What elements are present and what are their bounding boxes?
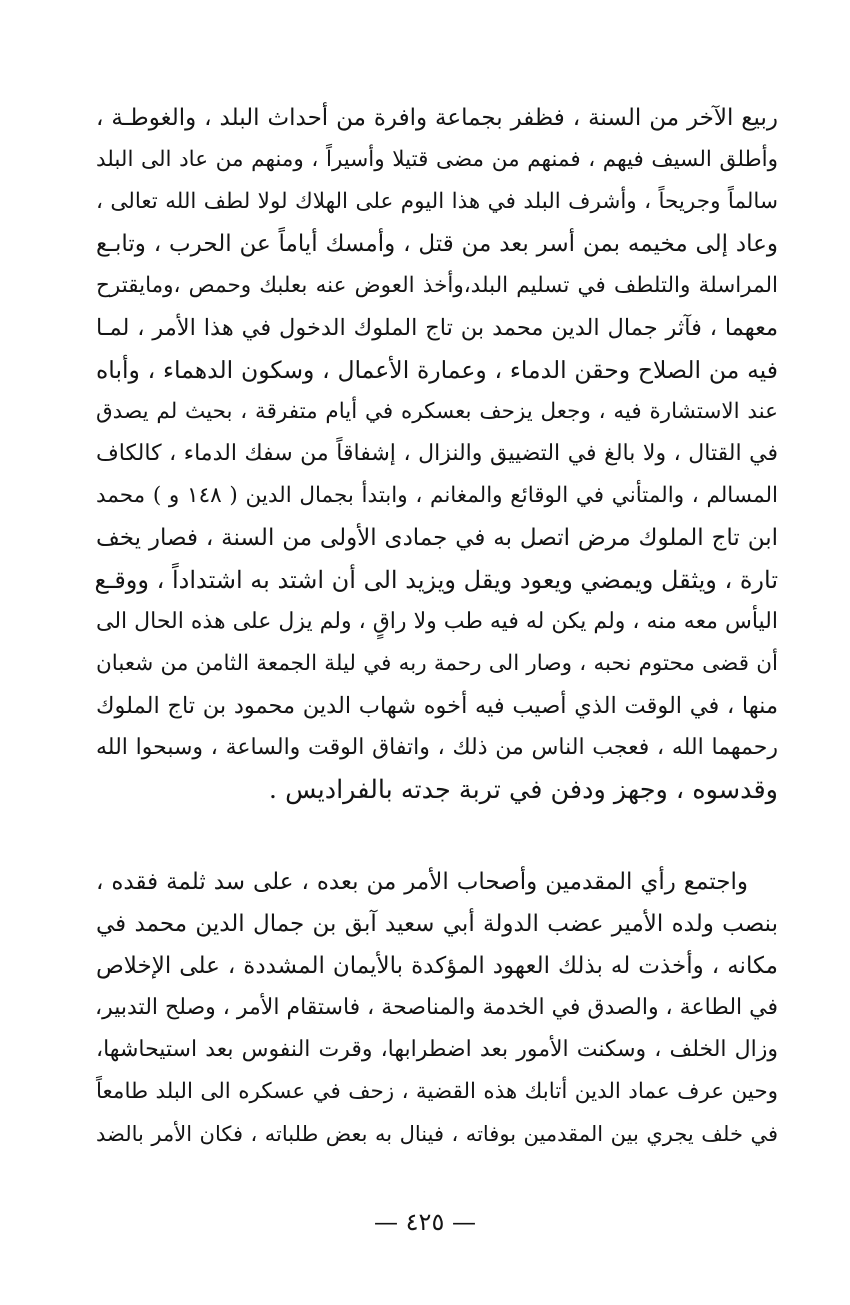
text-line: المراسلة والتلطف في تسليم البلد،وأخذ العوض عنه بعلبك وحمص ،ومايقترح bbox=[96, 273, 778, 298]
text-line: ابن تاج الملوك مرض اتصل به في جمادى الأولى من السنة ، فصار يخف bbox=[96, 525, 778, 551]
paragraph-2 bbox=[96, 861, 778, 1155]
text-line: اليأس معه منه ، ولم يكن له فيه طب ولا راقٍ ، ولم يزل على هذه الحال الى bbox=[96, 609, 778, 634]
text-line: وعاد إلى مخيمه بمن أسر بعد من قتل ، وأمسك أياماً عن الحرب ، وتابـع bbox=[96, 231, 778, 257]
text-line: منها ، في الوقت الذي أصيب فيه أخوه شهاب الدين محمود بن تاج الملوك bbox=[96, 693, 778, 719]
text-line: فيه من الصلاح وحقن الدماء ، وعمارة الأعمال ، وسكون الدهماء ، وأباه bbox=[96, 356, 778, 384]
text-line: في خلف يجري بين المقدمين بوفاته ، فينال به بعض طلباته ، فكان الأمر بالضد bbox=[96, 1122, 778, 1146]
text-line: تارة ، ويثقل ويمضي ويعود ويقل ويزيد الى أن اشتد به اشتداداً ، ووقـع bbox=[94, 566, 778, 594]
text-line: وقدسوه ، وجهز ودفن في تربة جدته بالفراديس . bbox=[268, 775, 778, 805]
text-line: واجتمع رأي المقدمين وأصحاب الأمر من بعده ، على سد ثلمة فقده ، bbox=[96, 869, 748, 895]
text-line: عند الاستشارة فيه ، وجعل يزحف بعسكره في أيام متفرقة ، بحيث لم يصدق bbox=[96, 399, 778, 424]
text-line: وحين عرف عماد الدين أتابك هذه القضية ، زحف في عسكره الى البلد طامعاً bbox=[96, 1079, 778, 1104]
page-number: — ٤٢٥ — bbox=[374, 1208, 476, 1236]
paragraph-1 bbox=[96, 97, 778, 811]
text-line: بنصب ولده الأمير عضب الدولة أبي سعيد آبق بن جمال الدين محمد في bbox=[96, 911, 778, 937]
text-line: مكانه ، وأخذت له بذلك العهود المؤكدة بالأيمان المشددة ، على الإخلاص bbox=[96, 953, 778, 979]
text-line: في القتال ، ولا بالغ في التضييق والنزال ، إشفاقاً من سفك الدماء ، كالكاف bbox=[96, 441, 778, 466]
text-line: المسالم ، والمتأني في الوقائع والمغانم ، وابتدأ بجمال الدين ( ١٤٨ و ) محمد bbox=[96, 483, 778, 508]
text-line: وأطلق السيف فيهم ، فمنهم من مضى قتيلا وأسيراً ، ومنهم من عاد الى البلد bbox=[96, 147, 778, 172]
text-line: وزال الخلف ، وسكنت الأمور بعد اضطرابها، وقرت النفوس بعد استيحاشها، bbox=[96, 1037, 778, 1062]
text-line: في الطاعة ، والصدق في الخدمة والمناصحة ، فاستقام الأمر ، وصلح التدبير، bbox=[95, 995, 778, 1020]
text-line: ربيع الآخر من السنة ، فظفر بجماعة وافرة من أحداث البلد ، والغوطـة ، bbox=[96, 105, 778, 131]
text-line: معهما ، فآثر جمال الدين محمد بن تاج الملوك الدخول في هذا الأمر ، لمـا bbox=[96, 315, 778, 341]
text-line: رحمهما الله ، فعجب الناس من ذلك ، واتفاق الوقت والساعة ، وسبحوا الله bbox=[96, 735, 778, 760]
text-line: أن قضى محتوم نحبه ، وصار الى رحمة ربه في ليلة الجمعة الثامن من شعبان bbox=[96, 651, 778, 676]
text-line: سالماً وجريحاً ، وأشرف البلد في هذا اليوم على الهلاك لولا لطف الله تعالى ، bbox=[96, 189, 778, 214]
